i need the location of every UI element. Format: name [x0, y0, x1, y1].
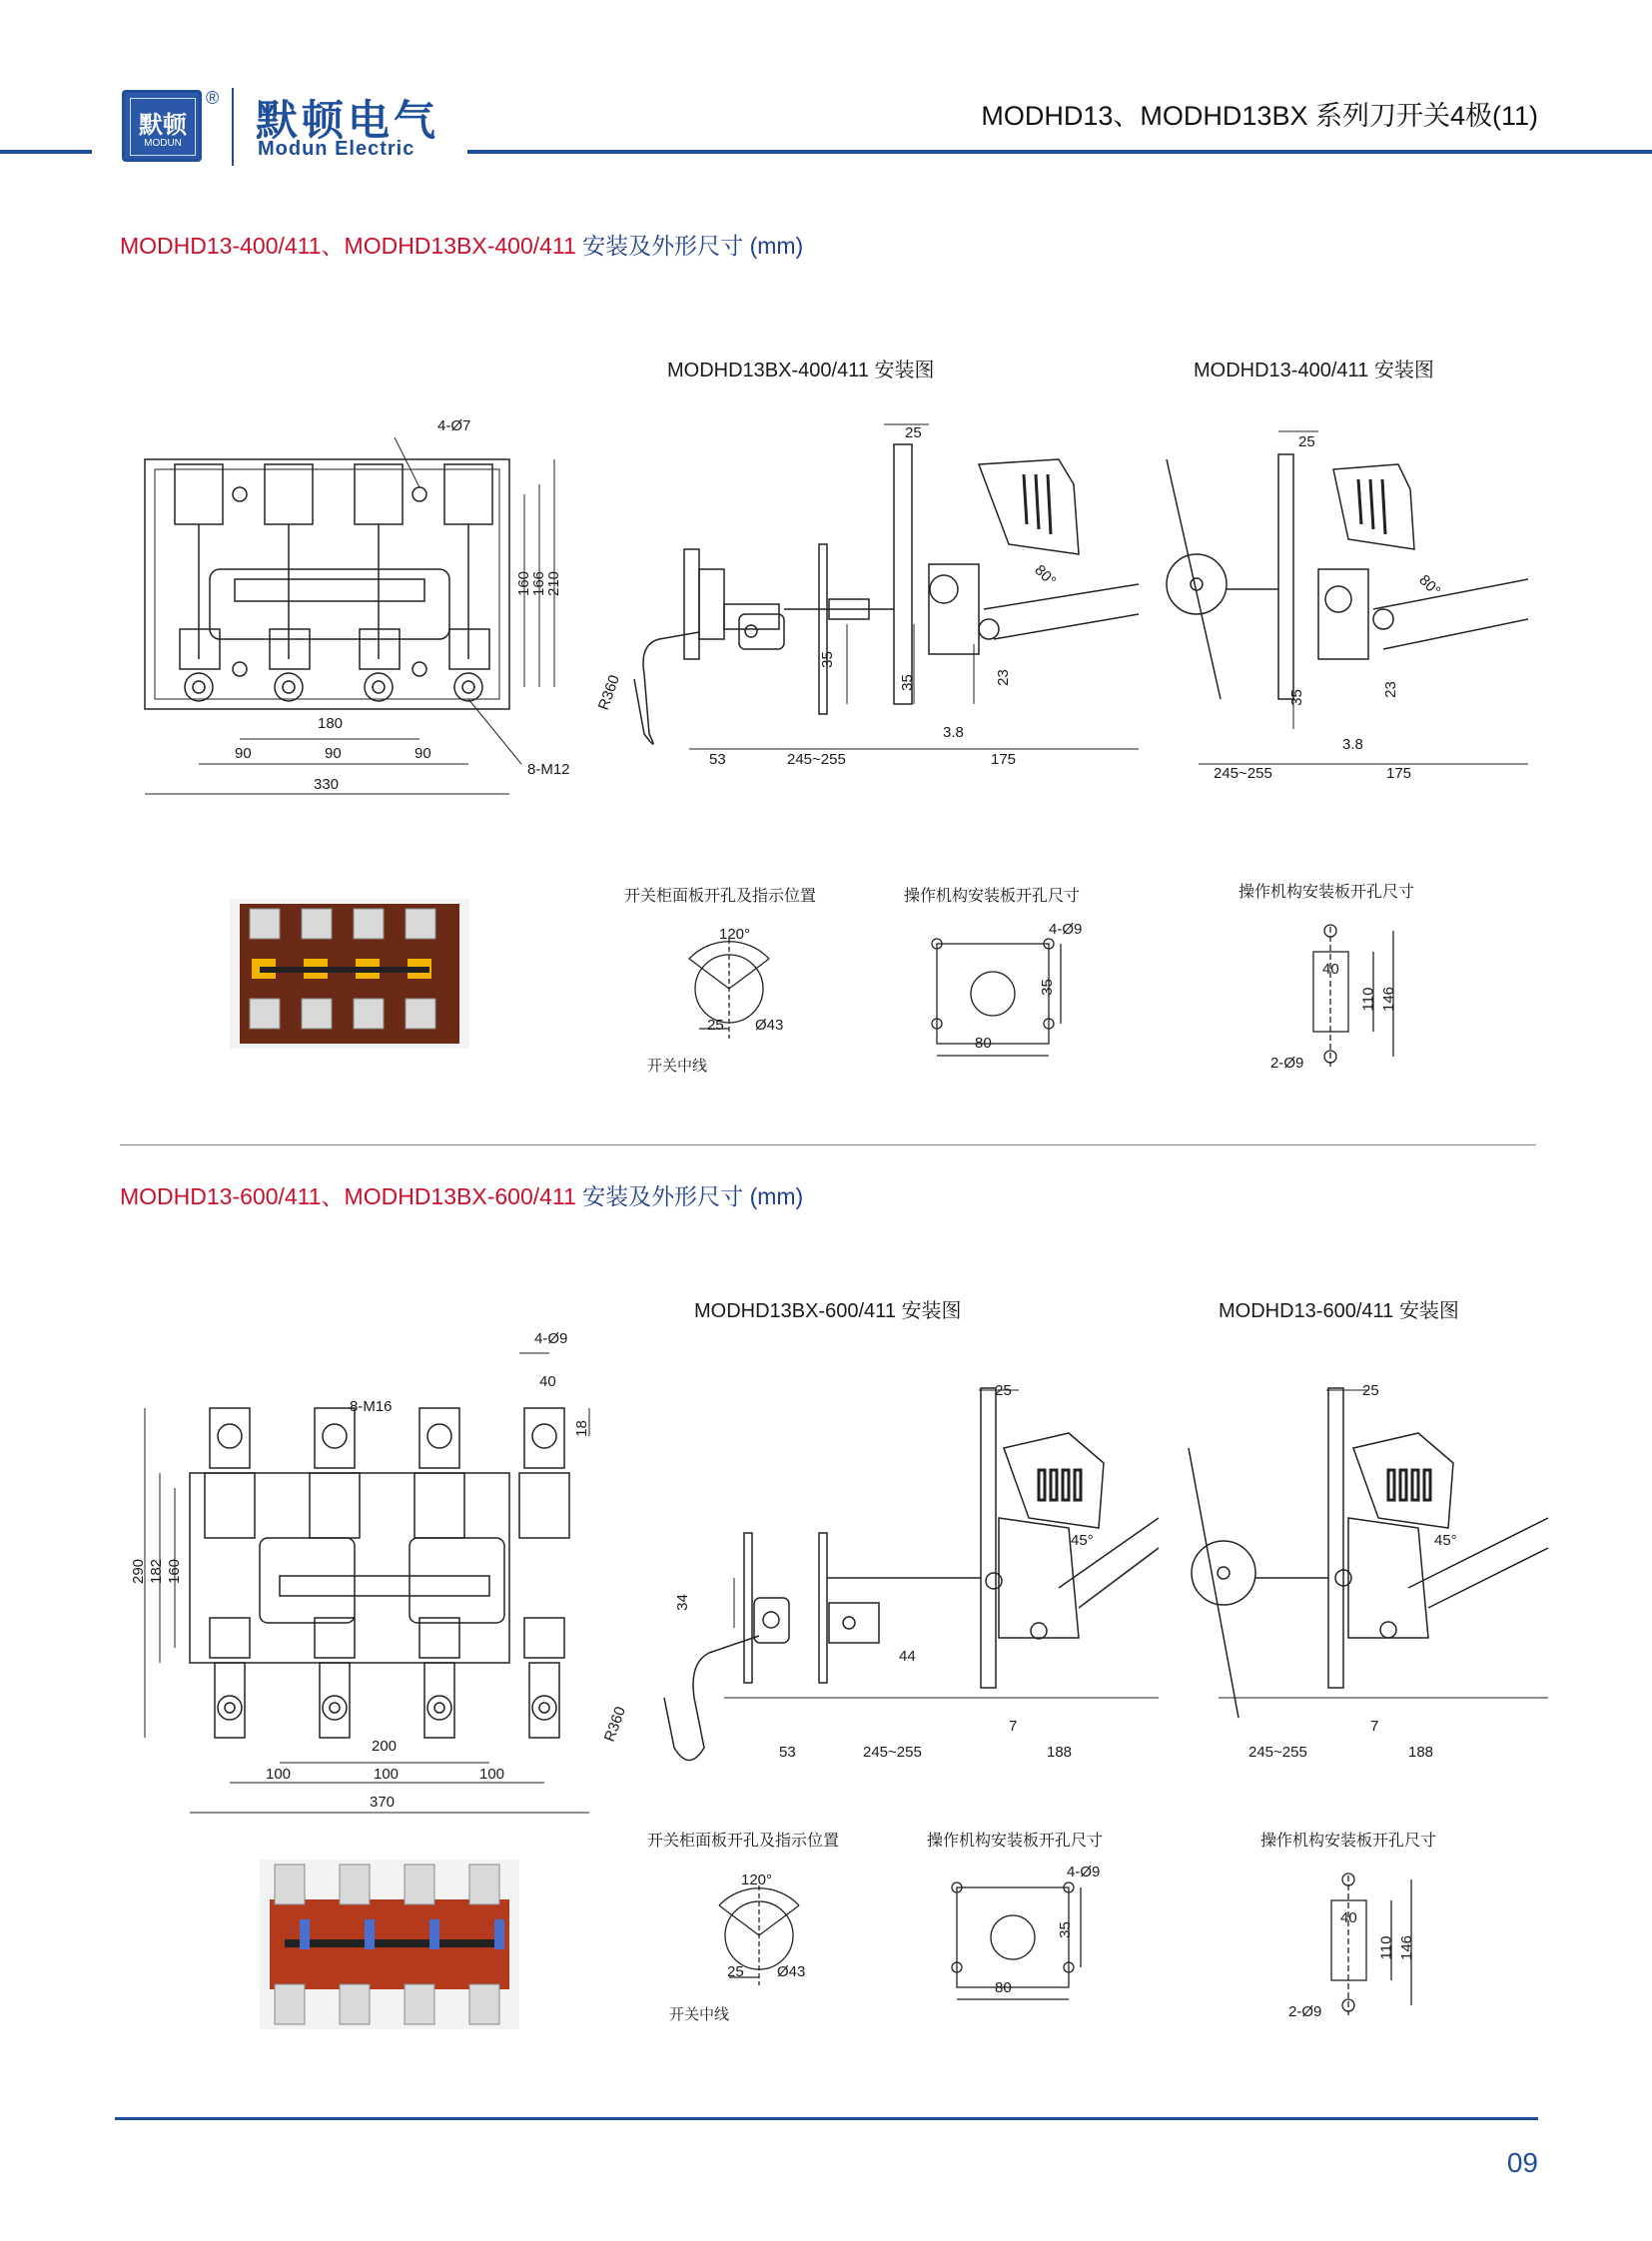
- dim-bx-w2-600: 245~255: [863, 1744, 922, 1761]
- header: [0, 0, 1652, 170]
- product-photo-600: [260, 1860, 519, 2029]
- mech2-plate-title-600: 操作机构安装板开孔尺寸: [1260, 1833, 1437, 1850]
- section-title-desc: 安装及外形尺寸 (mm): [575, 1183, 804, 1209]
- dim-mech-w-400: 80: [975, 1035, 992, 1052]
- section-title-600: [120, 1178, 803, 1211]
- dim-bx-top-400: 25: [905, 424, 922, 441]
- dim-front-holes-600: 4-Ø9: [534, 1330, 568, 1347]
- product-photo-400: [230, 899, 469, 1049]
- product-photo-illustration-600: [260, 1860, 519, 2029]
- dim-mech-w-600: 80: [995, 1979, 1012, 1996]
- dim-bx-d1-600: 34: [673, 1594, 691, 1611]
- std-side-drawing-400: [1149, 419, 1528, 779]
- diagram-title-std-600: MODHD13-600/411 安装图: [1219, 1300, 1459, 1322]
- dim-bx-top-600: 25: [995, 1382, 1012, 1399]
- section-title-model: MODHD13-400/411、MODHD13BX-400/411: [120, 233, 576, 259]
- dim-mech-holes-600: 4-Ø9: [1067, 1864, 1101, 1880]
- dim-front-h2-400: 166: [530, 570, 548, 597]
- mount-plate: [894, 444, 912, 704]
- dim-std-d3-400: 3.8: [1342, 736, 1363, 753]
- dim-front-p2-600: 100: [374, 1766, 400, 1783]
- dim-bx-angle-400: 80°: [1031, 561, 1060, 590]
- diagram-title-bx-600: MODHD13BX-600/411 安装图: [694, 1300, 962, 1322]
- dim-bx-w1-600: 53: [779, 1744, 796, 1761]
- dim-front-p1-600: 100: [266, 1766, 292, 1783]
- dim-panel-dia-600: Ø43: [777, 1963, 806, 1980]
- logo-badge: [122, 90, 202, 162]
- dim-bx-w3-400: 175: [991, 751, 1017, 768]
- section-divider: [120, 1144, 1536, 1145]
- dim-bx-radius-600: R360: [600, 1704, 630, 1745]
- bx-side-drawing-600: [599, 1378, 1159, 1798]
- indicator-fan: [979, 459, 1079, 554]
- dim-std-w1-400: 245~255: [1214, 765, 1272, 782]
- dim-front-width-600: 370: [370, 1794, 396, 1811]
- dim-bx-w2-400: 245~255: [787, 751, 846, 768]
- mech2-plate-title-400: 操作机构安装板开孔尺寸: [1239, 884, 1415, 901]
- dim-mech2-w-400: 40: [1322, 961, 1339, 978]
- dim-panel-offset-600: 25: [727, 1963, 744, 1980]
- panel-centerline-label-400: 开关中线: [647, 1058, 708, 1075]
- dim-front-h1-400: 160: [515, 570, 533, 597]
- panel-centerline-label-600: 开关中线: [669, 2006, 730, 2023]
- diagram-title-bx-400: MODHD13BX-400/411 安装图: [667, 360, 935, 381]
- section-title-desc: 安装及外形尺寸 (mm): [575, 233, 804, 259]
- dim-mech2-holes-400: 2-Ø9: [1270, 1055, 1304, 1072]
- dim-mech-holes-400: 4-Ø9: [1049, 921, 1083, 938]
- dim-bx-d2-600: 44: [899, 1648, 916, 1665]
- diagram-title-std-400: MODHD13-400/411 安装图: [1194, 360, 1434, 381]
- dim-std-top-600: 25: [1362, 1382, 1379, 1399]
- logo-text-en: Modun Electric: [258, 138, 415, 160]
- dim-front-bolts-600: 8-M16: [350, 1398, 393, 1415]
- dim-bx-d2-400: 35: [898, 674, 916, 691]
- std-side-drawing-600: [1179, 1378, 1548, 1778]
- section-title-model: MODHD13-600/411、MODHD13BX-600/411: [120, 1183, 576, 1209]
- logo-divider: [232, 88, 234, 166]
- dim-bx-d3-400: 23: [994, 669, 1012, 686]
- dim-bx-angle-600: 45°: [1071, 1532, 1094, 1549]
- dim-mech-h-600: 35: [1056, 1921, 1074, 1938]
- dim-front-h2-600: 182: [148, 1558, 166, 1585]
- dim-mech2-h2-400: 146: [1380, 986, 1398, 1013]
- header-rule-left: [0, 150, 92, 154]
- poles: [175, 464, 492, 669]
- base-plate: [190, 1473, 509, 1663]
- dim-std-angle-600: 45°: [1434, 1532, 1457, 1549]
- logo-badge-cn: 默顿: [139, 112, 187, 139]
- dim-std-d1-600: 7: [1370, 1718, 1379, 1735]
- dim-front-p2-400: 90: [325, 745, 342, 762]
- dim-bx-d4-400: 3.8: [943, 724, 964, 741]
- dim-front-width-400: 330: [314, 776, 340, 793]
- dim-bx-d1-400: 35: [818, 651, 836, 668]
- dim-bx-d3-600: 7: [1009, 1718, 1018, 1735]
- bx-side-drawing-400: [599, 414, 1139, 784]
- dim-front-p3-600: 100: [479, 1766, 505, 1783]
- dim-front-pitch-400: 180: [318, 715, 344, 732]
- handle: [634, 632, 699, 744]
- dim-std-top-400: 25: [1298, 433, 1315, 450]
- dim-panel-angle-400: 120°: [719, 926, 751, 943]
- page-number: 09: [1506, 2147, 1538, 2178]
- dim-bx-w1-400: 53: [709, 751, 726, 768]
- dim-mech2-h1-600: 110: [1377, 1935, 1395, 1960]
- header-rule-right: [467, 150, 1652, 154]
- section-title-400: [120, 228, 803, 261]
- dim-front-toph-600: 18: [572, 1420, 590, 1437]
- mech2-plate-drawing-600: [1316, 1866, 1436, 2025]
- dim-mech2-h2-600: 146: [1398, 1934, 1416, 1961]
- logo-text-cn: 默顿电气: [256, 97, 440, 144]
- dim-std-d1-400: 35: [1287, 689, 1305, 706]
- dim-panel-offset-400: 25: [707, 1017, 724, 1034]
- dim-bx-w3-600: 188: [1047, 1744, 1073, 1761]
- dim-bx-radius-400: R360: [594, 672, 624, 713]
- mech-plate-title-400: 操作机构安装板开孔尺寸: [904, 888, 1081, 905]
- dim-std-angle-400: 80°: [1415, 571, 1444, 600]
- dim-mech2-holes-600: 2-Ø9: [1288, 2003, 1322, 2020]
- page-title: MODHD13、MODHD13BX 系列刀开关4极(11): [981, 101, 1538, 131]
- dim-front-topw-600: 40: [539, 1373, 556, 1390]
- dim-std-w2-400: 175: [1386, 765, 1412, 782]
- dim-front-p3-400: 90: [414, 745, 431, 762]
- dim-front-h3-600: 160: [166, 1558, 184, 1585]
- dim-panel-angle-600: 120°: [741, 1871, 773, 1888]
- dim-front-pitch-600: 200: [372, 1738, 398, 1755]
- dim-front-holes-400: 4-Ø7: [437, 417, 471, 434]
- dim-std-w1-600: 245~255: [1248, 1744, 1307, 1761]
- registered-mark: ®: [206, 88, 220, 108]
- logo-badge-en: MODUN: [144, 138, 182, 149]
- dim-front-p1-400: 90: [235, 745, 252, 762]
- dim-std-w2-600: 188: [1408, 1744, 1434, 1761]
- dim-mech-h-400: 35: [1038, 979, 1056, 996]
- panel-cutout-title-600: 开关柜面板开孔及指示位置: [647, 1833, 840, 1850]
- dim-mech2-h1-400: 110: [1359, 987, 1377, 1012]
- dim-std-d2-400: 23: [1381, 681, 1399, 698]
- product-photo-illustration-400: [230, 899, 469, 1049]
- dim-panel-dia-400: Ø43: [755, 1017, 784, 1034]
- dim-mech2-w-600: 40: [1340, 1909, 1357, 1926]
- panel-cutout-title-400: 开关柜面板开孔及指示位置: [624, 888, 817, 905]
- footer-rule: [115, 2117, 1538, 2120]
- bolt-circles: [218, 1424, 556, 1720]
- dim-front-h3-400: 210: [545, 570, 563, 597]
- poles: [205, 1408, 569, 1738]
- bolt-circles: [185, 487, 482, 701]
- dim-front-h1-600: 290: [130, 1558, 148, 1585]
- front-view-drawing-400: [130, 409, 629, 809]
- mech2-plate-drawing-400: [1298, 917, 1418, 1077]
- mech-plate-title-600: 操作机构安装板开孔尺寸: [927, 1833, 1104, 1850]
- dim-front-bolts-400: 8-M12: [527, 761, 570, 778]
